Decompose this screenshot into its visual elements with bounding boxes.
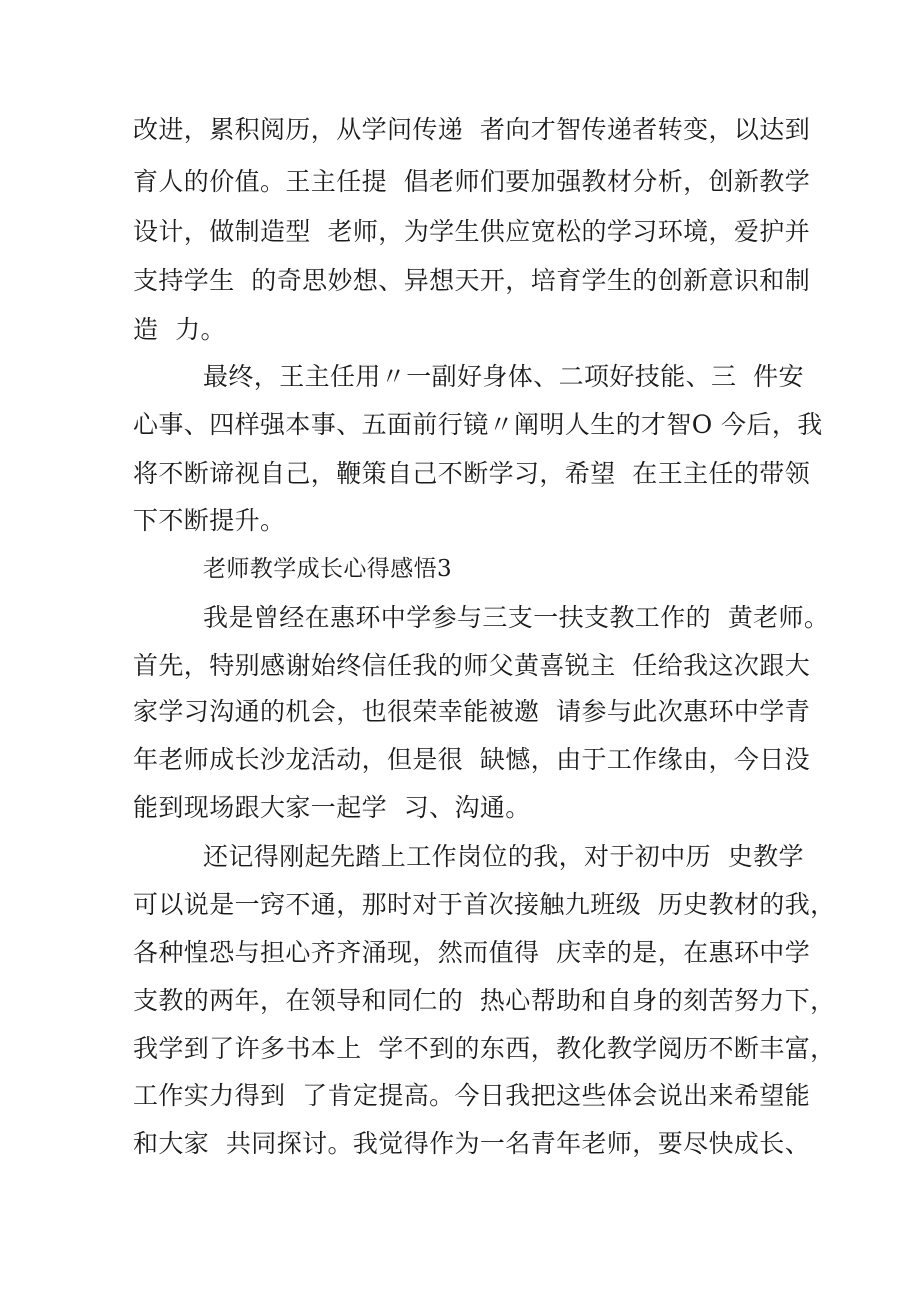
paragraph-2-line-2: 心事、四样强本事、五面前行镜〃阐明人生的才智O 今后，我 <box>133 410 823 439</box>
paragraph-2-line-4: 下不断提升。 <box>133 506 286 535</box>
paragraph-4-line-2: 可以说是一窍不通，那时对于首次接触九班级 历史教材的我， <box>133 890 836 919</box>
paragraph-4-line-1: 还记得刚起先踏上工作岗位的我，对于初中历 史教学 <box>203 842 804 871</box>
paragraph-4-line-5: 我学到了许多书本上 学不到的东西，教化教学阅历不断丰富， <box>133 1034 836 1063</box>
paragraph-4-line-7: 和大家 共同探讨。我觉得作为一名青年老师，要尽快成长、 <box>133 1129 811 1158</box>
paragraph-1-line-1: 改进，累积阅历，从学问传递 者向才智传递者转变，以达到 <box>133 115 811 144</box>
paragraph-4-line-3: 各种惶恐与担心齐齐涌现，然而值得 庆幸的是，在惠环中学 <box>133 938 811 967</box>
paragraph-3-line-4: 年老师成长沙龙活动，但是很 缺憾，由于工作缘由，今日没 <box>133 745 811 774</box>
paragraph-2-line-1: 最终，王主任用〃一副好身体、二项好技能、三 件安 <box>203 362 804 391</box>
paragraph-2-line-3: 将不断谛视自己，鞭策自己不断学习，希望 在王主任的带领 <box>133 459 811 488</box>
paragraph-4-line-6: 工作实力得到 了肯定提高。今日我把这些体会说出来希望能 <box>133 1081 811 1110</box>
section-heading: 老师教学成长心得感悟3 <box>203 556 453 582</box>
paragraph-1-line-4: 支持学生 的奇思妙想、异想天开，培育学生的创新意识和制 <box>133 266 811 295</box>
paragraph-3-line-3: 家学习沟通的机会，也很荣幸能被邀 请参与此次惠环中学青 <box>133 697 811 726</box>
paragraph-3-line-2: 首先，特别感谢始终信任我的师父黄喜锐主 任给我这次跟大 <box>133 651 811 680</box>
paragraph-1-line-3: 设计，做制造型 老师，为学生供应宽松的学习环境，爱护并 <box>133 217 811 246</box>
paragraph-3-line-1: 我是曾经在惠环中学参与三支一扶支教工作的 黄老师。 <box>203 603 830 632</box>
paragraph-4-line-4: 支教的两年，在领导和同仁的 热心帮助和自身的刻苦努力下， <box>133 986 836 1015</box>
paragraph-3-line-5: 能到现场跟大家一起学 习、沟通。 <box>133 793 531 822</box>
paragraph-1-line-5: 造 力。 <box>133 315 226 344</box>
paragraph-1-line-2: 育人的价值。王主任提 倡老师们要加强教材分析，创新教学 <box>133 167 811 196</box>
